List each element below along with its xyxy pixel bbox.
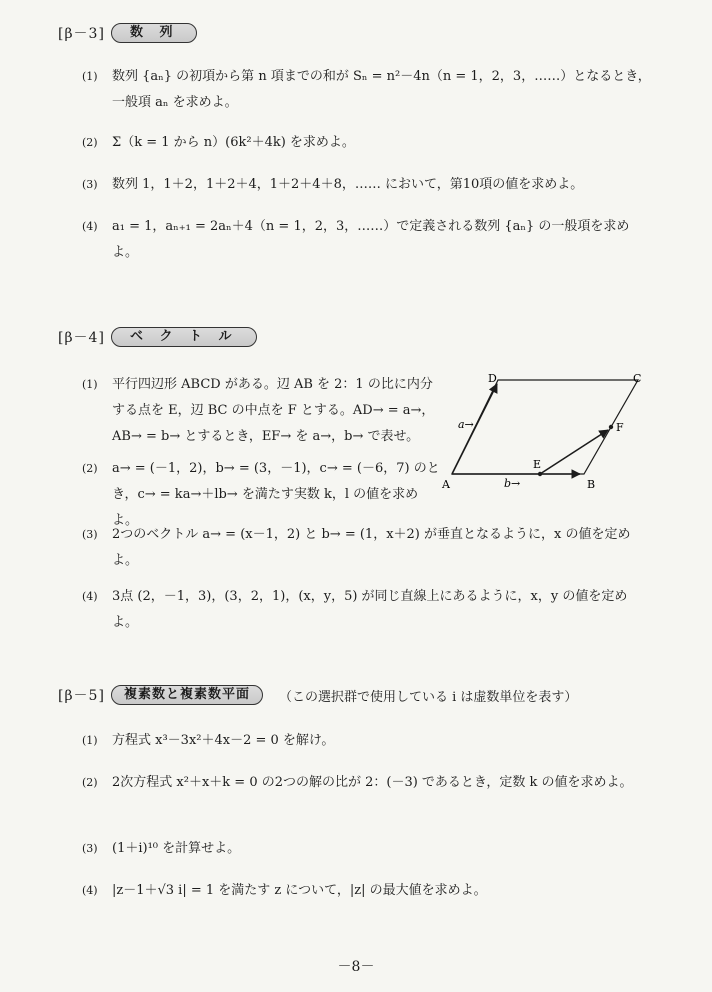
- section-label: [β－3]: [58, 26, 105, 42]
- problem-item: [82, 172, 652, 198]
- problem-number: (4): [82, 220, 98, 233]
- problem-text: 2つのベクトル a→ = (x－1，2) と b→ = (1，x＋2) が垂直となるように，x の値を定めよ。: [112, 527, 631, 568]
- point-e-label: E: [533, 458, 542, 471]
- problem-number: (3): [82, 528, 98, 541]
- page-number: －8－: [337, 959, 375, 975]
- problem-item: [82, 728, 652, 754]
- section-title-badge: 複素数と複素数平面: [111, 685, 263, 705]
- section-label: [β－4]: [58, 330, 105, 346]
- problem-item: [82, 770, 652, 796]
- problem-item: [82, 522, 652, 574]
- problem-number: (1): [82, 70, 98, 83]
- point-f-label: F: [616, 421, 624, 434]
- problem-text: 2次方程式 x²＋x＋k = 0 の2つの解の比が 2：(－3) であるとき，定数 k の値を求めよ。: [112, 775, 633, 790]
- section-title-badge: ベ ク ト ル: [111, 327, 257, 347]
- section-header-beta4: [58, 326, 257, 348]
- problem-item: [82, 64, 652, 116]
- problem-item: [82, 584, 652, 636]
- point-e-dot: [538, 472, 542, 476]
- vector-ef-arrow: [540, 430, 608, 474]
- problem-item: [82, 878, 652, 904]
- vector-a-label: a→: [458, 418, 474, 431]
- problem-text: 平行四辺形 ABCD がある。辺 AB を 2：1 の比に内分する点を E，辺 BC の中点を F とする。AD→ = a→，AB→ = b→ とするとき，EF→ を a→，b→ で表せ。: [112, 377, 435, 444]
- problem-number: (3): [82, 842, 98, 855]
- problem-number: (2): [82, 776, 98, 789]
- section-label: [β－5]: [58, 688, 105, 704]
- vertex-b-label: B: [587, 478, 596, 491]
- vector-b-label: b→: [504, 477, 521, 490]
- section-header-beta3: [58, 22, 197, 44]
- problem-text: 方程式 x³－3x²＋4x－2 = 0 を解け。: [112, 733, 335, 748]
- problem-number: (2): [82, 462, 98, 475]
- problem-item: [82, 130, 652, 156]
- problem-number: (1): [82, 734, 98, 747]
- problem-text: 数列 {aₙ} の初項から第 n 項までの和が Sₙ = n²－4n（n = 1，2，3，……）となるとき，一般項 aₙ を求めよ。: [112, 69, 651, 110]
- problem-text: a→ = (－1，2)，b→ = (3，－1)，c→ = (－6，7) のとき，c→ = ka→＋lb→ を満たす実数 k，l の値を求めよ。: [112, 461, 440, 528]
- problem-number: (4): [82, 590, 98, 603]
- problem-item: [82, 214, 652, 266]
- parallelogram-figure: [440, 370, 660, 494]
- problem-text: 3点 (2，－1，3)，(3，2，1)，(x，y，5) が同じ直線上にあるように，x，y の値を定めよ。: [112, 589, 628, 630]
- section-note: （この選択群で使用している i は虚数単位を表す）: [278, 689, 578, 705]
- problem-text: (1＋i)¹⁰ を計算せよ。: [112, 841, 241, 856]
- point-f-dot: [609, 425, 613, 429]
- vertex-d-label: D: [488, 372, 497, 385]
- problem-text: a₁ = 1，aₙ₊₁ = 2aₙ＋4（n = 1，2，3，……）で定義される数列 {aₙ} の一般項を求めよ。: [112, 219, 630, 260]
- problem-number: (3): [82, 178, 98, 191]
- vertex-c-label: C: [633, 372, 642, 385]
- problem-text: |z－1＋√3 i| = 1 を満たす z について，|z| の最大値を求めよ。: [112, 883, 487, 898]
- problem-number: (1): [82, 378, 98, 391]
- problem-item: [82, 836, 652, 862]
- problem-item: [82, 372, 442, 450]
- problem-number: (4): [82, 884, 98, 897]
- vertex-a-label: A: [442, 478, 450, 491]
- section-title-badge: 数 列: [111, 23, 198, 43]
- problem-number: (2): [82, 136, 98, 149]
- section-header-beta5: [58, 684, 577, 706]
- problem-text: Σ（k = 1 から n）(6k²＋4k) を求めよ。: [112, 135, 355, 150]
- problem-text: 数列 1，1＋2，1＋2＋4，1＋2＋4＋8，…… において，第10項の値を求めよ。: [112, 177, 584, 192]
